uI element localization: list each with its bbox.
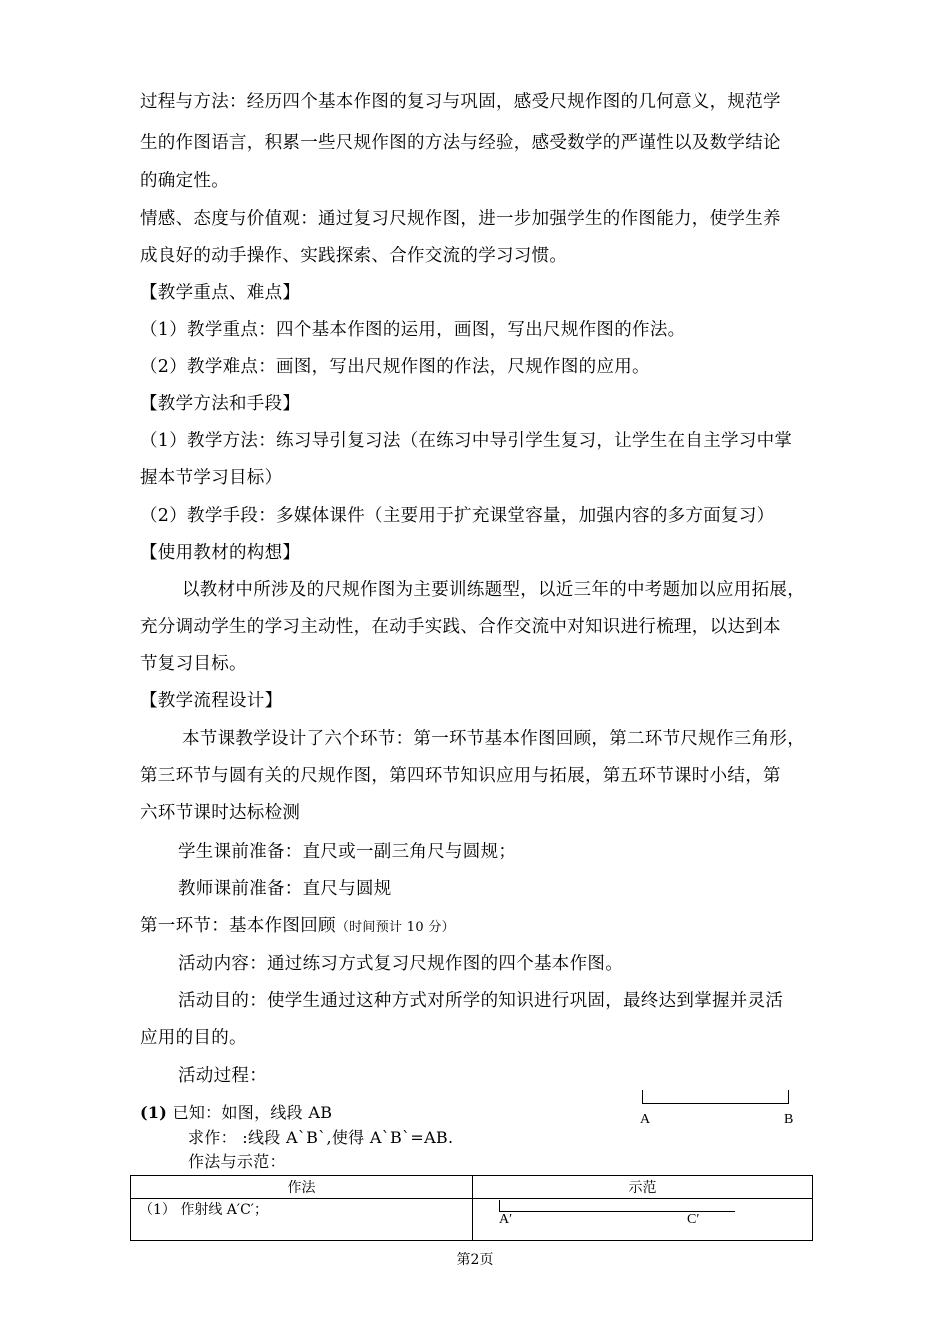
text-line: 充分调动学生的学习主动性，在动手实践、合作交流中对知识进行梳理，以达到本: [140, 617, 781, 637]
text-line: 握本节学习目标）: [140, 468, 283, 488]
text-line: （2）教学手段：多媒体课件（主要用于扩充课堂容量，加强内容的多方面复习）: [140, 506, 775, 526]
header-demo: 示范: [473, 1176, 813, 1199]
section-heading: 【教学流程设计】: [140, 691, 283, 711]
text-line: 教师课前准备：直尺与圆规: [178, 879, 392, 899]
ray-start-tick: [499, 1200, 500, 1212]
problem-given-text: 已知：如图，线段 AB: [172, 1103, 333, 1122]
text-line: 应用的目的。: [140, 1028, 247, 1048]
problem-number: (1): [140, 1103, 168, 1122]
table-row: [131, 1199, 813, 1241]
point-a-prime-label: A′: [499, 1212, 513, 1227]
text-line: 六环节课时达标检测: [140, 803, 301, 823]
problem-given: [140, 1100, 332, 1126]
text-line: （2）教学难点：画图，写出尺规作图的作法，尺规作图的应用。: [140, 357, 650, 377]
subsection-title: 第一环节：基本作图回顾: [140, 916, 336, 936]
text-line: （1）教学方法：练习导引复习法（在练习中导引学生复习，让学生在自主学习中掌: [140, 431, 793, 451]
text-line: 节复习目标。: [140, 654, 247, 674]
text-line: 活动过程：: [178, 1066, 267, 1086]
text-line: 第三环节与圆有关的尺规作图，第四环节知识应用与拓展，第五环节课时小结，第: [140, 766, 781, 786]
text-line: 以教材中所涉及的尺规作图为主要训练题型，以近三年的中考题加以应用拓展，: [182, 580, 805, 600]
text-line: 学生课前准备：直尺或一副三角尺与圆规；: [178, 842, 517, 862]
point-a-label: A: [640, 1112, 651, 1127]
segment-ab-tick-right: [788, 1090, 789, 1104]
text-line: 过程与方法：经历四个基本作图的复习与巩固，感受尺规作图的几何意义，规范学: [140, 92, 781, 112]
subsection-heading: [140, 913, 455, 941]
section-heading: 【使用教材的构想】: [140, 543, 301, 563]
ray-figure: [481, 1199, 804, 1240]
text-line: 活动目的：使学生通过这种方式对所学的知识进行巩固，最终达到掌握并灵活: [178, 991, 784, 1011]
point-c-prime-label: C′: [687, 1212, 700, 1227]
text-line: 本节课教学设计了六个环节：第一环节基本作图回顾，第二环节尺规作三角形，: [182, 729, 805, 749]
row-step-cell: [131, 1199, 473, 1241]
text-line: 情感、态度与价值观：通过复习尺规作图，进一步加强学生的作图能力，使学生养: [140, 209, 781, 229]
text-line: （1）教学重点：四个基本作图的运用，画图，写出尺规作图的作法。: [140, 320, 686, 340]
section-heading: 【教学重点、难点】: [140, 283, 301, 303]
table-header-row: [131, 1176, 813, 1199]
text-line: 的确定性。: [140, 171, 229, 191]
text-line: 活动内容：通过练习方式复习尺规作图的四个基本作图。: [178, 954, 623, 974]
row-step-text: （1） 作射线 A′C′；: [139, 1202, 268, 1218]
ray-line: [499, 1211, 735, 1212]
header-method: 作法: [131, 1176, 473, 1199]
page-number: 第2页: [456, 1252, 494, 1268]
row-demo-cell: [473, 1199, 813, 1241]
problem-method-label: 作法与示范：: [188, 1152, 286, 1171]
section-heading: 【教学方法和手段】: [140, 394, 301, 414]
text-line: 成良好的动手操作、实践探索、合作交流的学习习惯。: [140, 246, 568, 266]
segment-ab-tick-left: [642, 1090, 643, 1104]
segment-ab-line: [642, 1103, 789, 1104]
text-line: 生的作图语言，积累一些尺规作图的方法与经验，感受数学的严谨性以及数学结论: [140, 133, 781, 153]
point-b-label: B: [784, 1112, 794, 1127]
time-note: （时间预计 10 分）: [335, 920, 455, 935]
construction-table: [130, 1175, 813, 1241]
problem-find: 求作： :线段 A`B`,使得 A`B`=AB.: [188, 1128, 454, 1147]
